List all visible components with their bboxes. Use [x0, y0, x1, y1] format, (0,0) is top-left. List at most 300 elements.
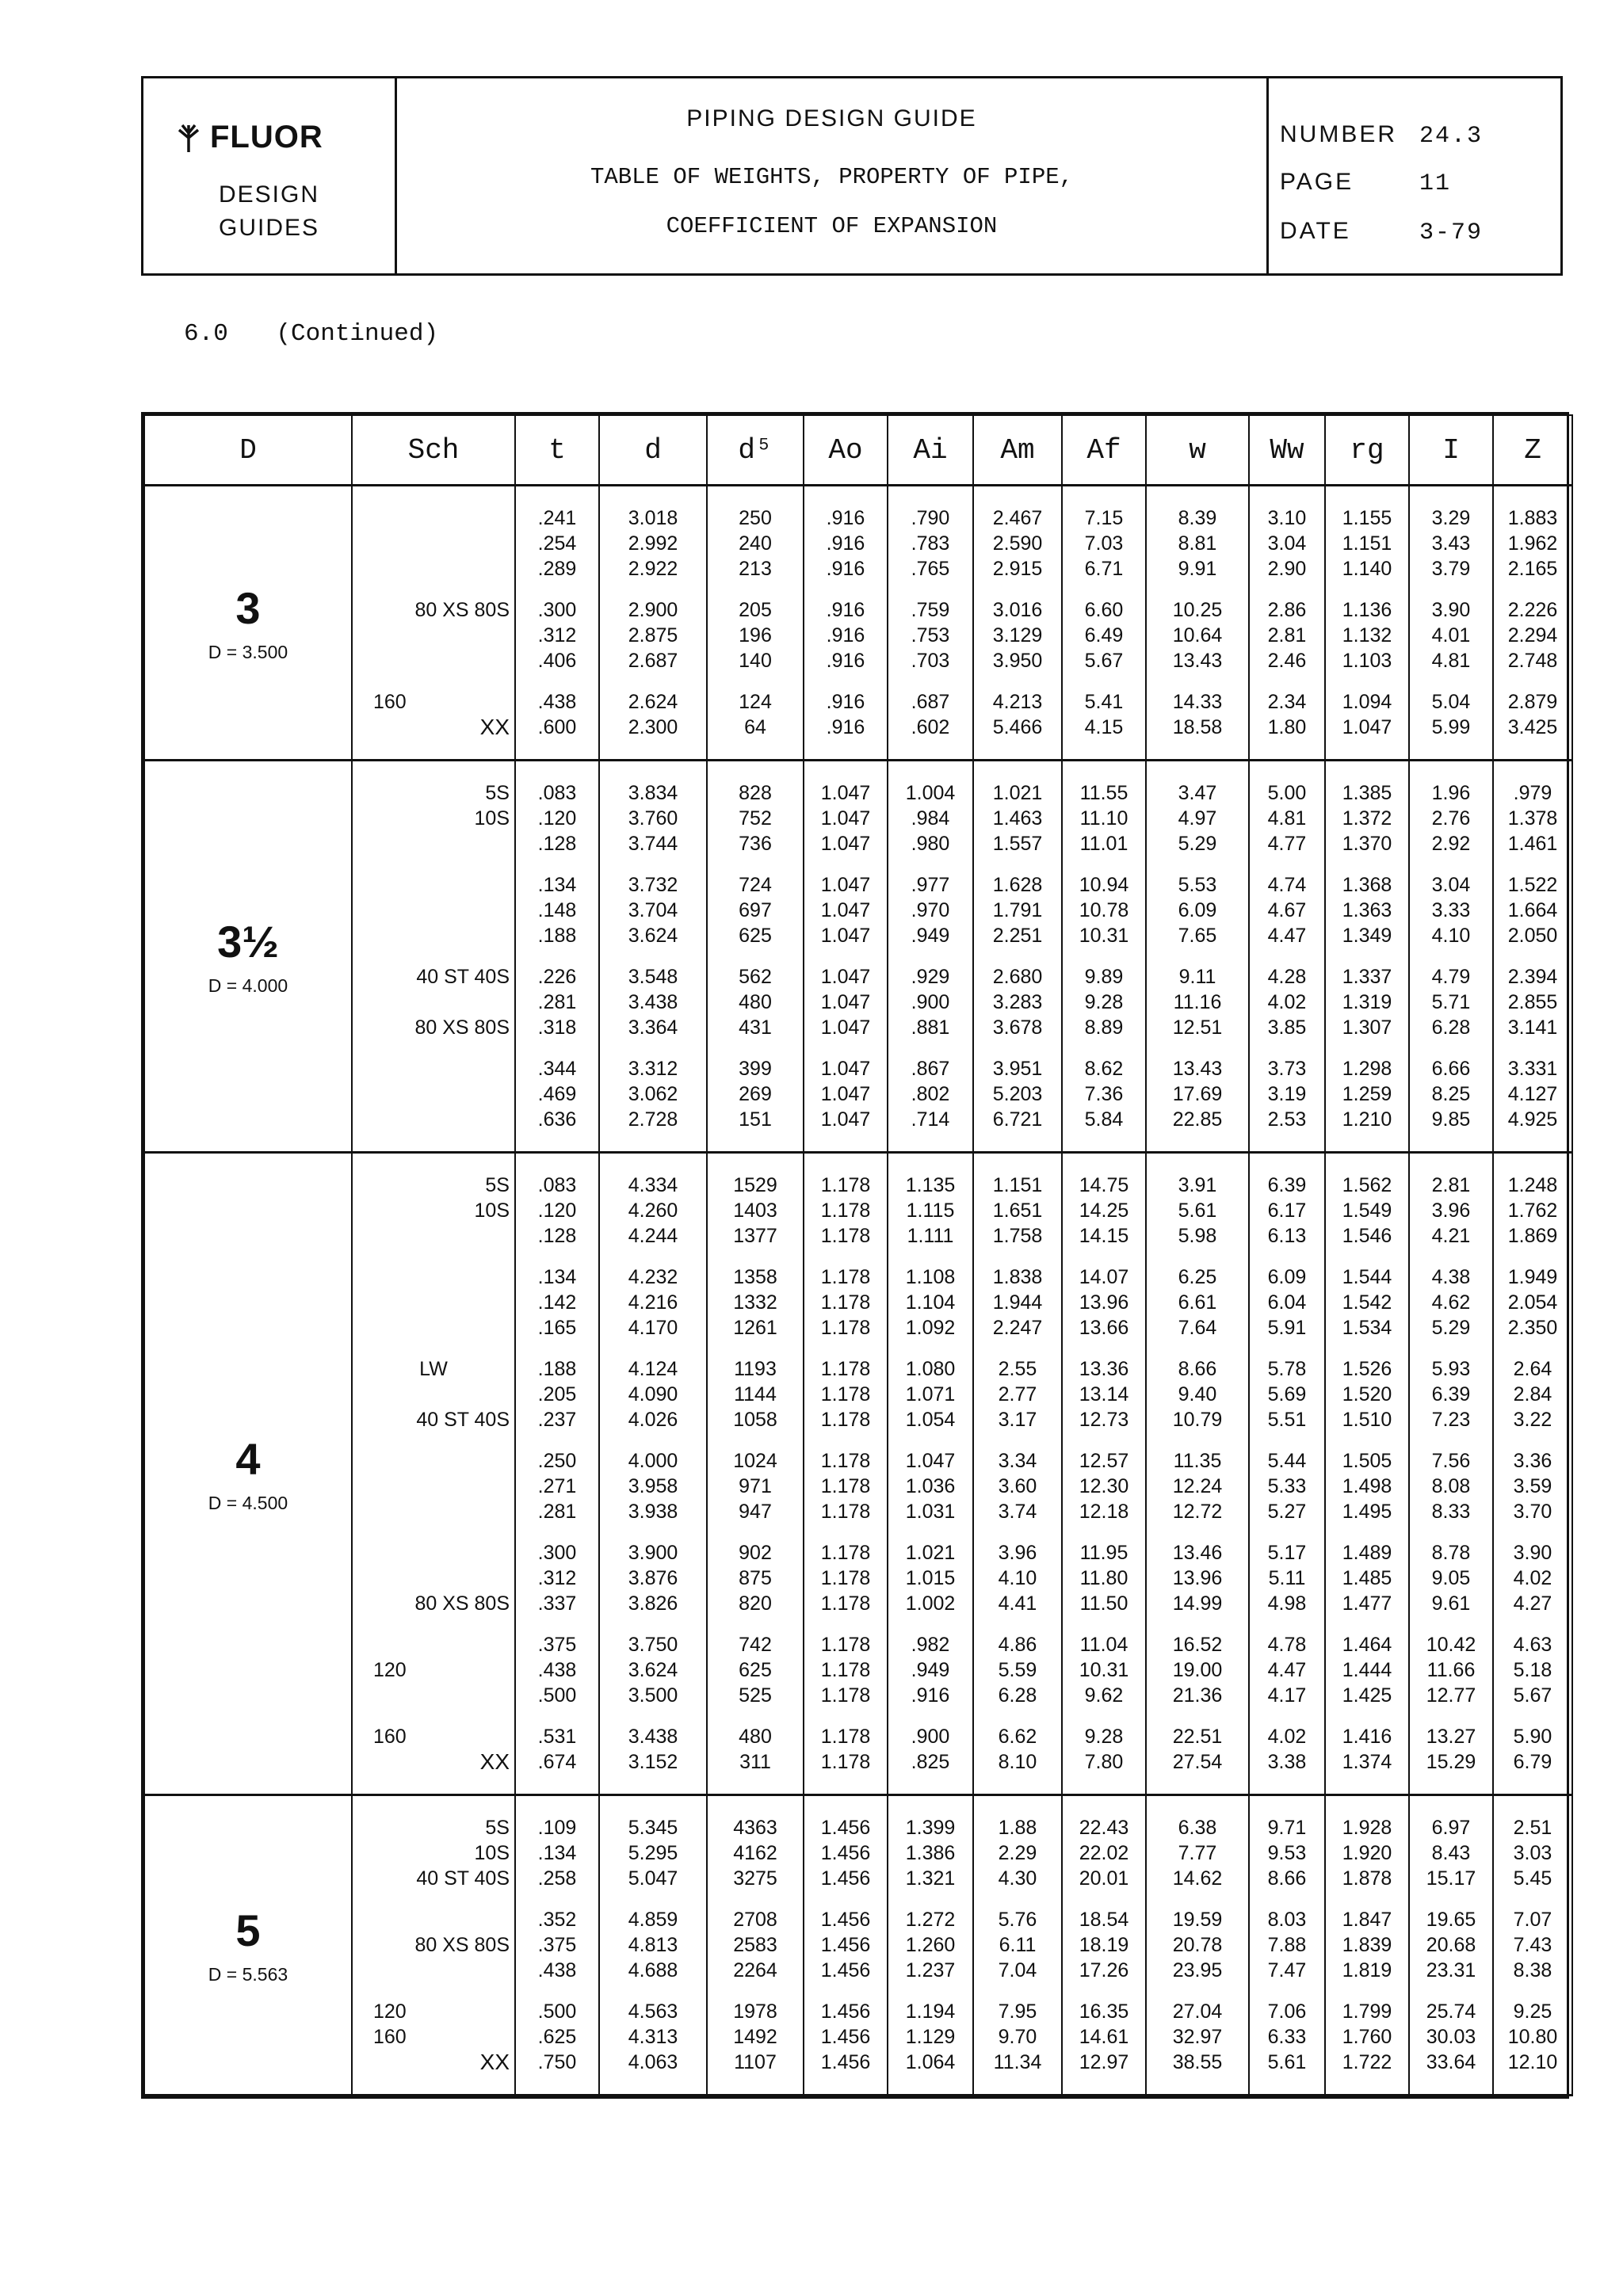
table-cell-value: 2.294 — [1507, 624, 1558, 646]
value-column-I — [1409, 1153, 1493, 1795]
table-cell-value: 3.96 — [998, 1542, 1037, 1564]
table-cell-value: 12.30 — [1079, 1475, 1129, 1497]
table-cell-value: 1.399 — [905, 1817, 956, 1839]
schedule-label: XX — [479, 1749, 510, 1774]
table-cell-value: .982 — [911, 1634, 950, 1656]
table-cell-value: 1.178 — [820, 1501, 871, 1523]
table-cell-value: 2.915 — [992, 558, 1043, 580]
table-cell-value: 1.031 — [905, 1501, 956, 1523]
column-header: I — [1409, 415, 1493, 486]
table-cell-value: 2.46 — [1267, 650, 1307, 672]
table-cell-value: 3.938 — [628, 1501, 678, 1523]
table-cell-value: 2.251 — [992, 925, 1043, 947]
table-cell-value: 27.04 — [1172, 2000, 1223, 2023]
table-cell-value: 1332 — [733, 1291, 777, 1314]
table-cell-value: 3.438 — [628, 1726, 678, 1748]
table-cell-value: 7.80 — [1084, 1751, 1124, 1773]
document-header — [141, 76, 1563, 276]
table-cell-value: 1.108 — [905, 1266, 956, 1288]
table-cell-value: 4.67 — [1267, 899, 1307, 921]
table-cell-value: 8.33 — [1431, 1501, 1471, 1523]
table-cell-value: 1.416 — [1342, 1726, 1392, 1748]
table-cell-value: 6.28 — [1431, 1016, 1471, 1039]
value-column-w — [1146, 1153, 1249, 1795]
table-cell-value: 2.90 — [1267, 558, 1307, 580]
table-cell-value: 2.77 — [998, 1383, 1037, 1405]
value-column-Af — [1062, 1153, 1146, 1795]
table-cell-value: 4.77 — [1267, 833, 1307, 855]
table-cell-value: 1144 — [734, 1383, 777, 1405]
table-cell-value: 22.85 — [1172, 1108, 1223, 1131]
table-cell-value: 5.00 — [1267, 782, 1307, 804]
table-cell-value: 1.505 — [1342, 1450, 1392, 1472]
table-cell-value: .438 — [537, 1659, 577, 1681]
table-cell-value: 752 — [739, 807, 772, 830]
table-cell-value: 4.026 — [628, 1409, 678, 1431]
schedule-cell — [352, 761, 515, 1153]
table-cell-value: 1.456 — [820, 1959, 871, 1981]
table-cell-value: 13.27 — [1426, 1726, 1476, 1748]
table-cell-value: 4.47 — [1267, 925, 1307, 947]
table-cell-value: 7.88 — [1267, 1934, 1307, 1956]
table-cell-value: 7.06 — [1267, 2000, 1307, 2023]
schedule-label: 120 — [373, 1659, 407, 1681]
table-cell-value: .188 — [537, 1358, 577, 1380]
table-cell-value: 3.47 — [1178, 782, 1217, 804]
value-column-Am — [973, 486, 1062, 761]
table-cell-value: 5.90 — [1513, 1726, 1552, 1748]
table-cell-value: 4.28 — [1267, 966, 1307, 988]
table-cell-value: 4.63 — [1513, 1634, 1552, 1656]
value-column-Ao — [804, 1153, 888, 1795]
table-cell-value: 4.17 — [1267, 1684, 1307, 1707]
table-cell-value: 11.50 — [1079, 1592, 1128, 1615]
table-cell-value: 2.875 — [628, 624, 678, 646]
table-cell-value: 3.33 — [1431, 899, 1471, 921]
table-cell-value: 12.57 — [1079, 1450, 1129, 1472]
table-cell-value: 1.920 — [1342, 1842, 1392, 1864]
table-cell-value: 2.55 — [998, 1358, 1037, 1380]
table-cell-value: 742 — [739, 1634, 772, 1656]
table-cell-value: 1.178 — [820, 1567, 871, 1589]
section-note: (Continued) — [276, 320, 439, 348]
table-cell-value: 6.25 — [1178, 1266, 1217, 1288]
table-cell-value: 1978 — [733, 2000, 777, 2023]
table-cell-value: .120 — [537, 807, 577, 830]
table-cell-value: 875 — [739, 1567, 772, 1589]
table-cell-value: 3.90 — [1513, 1542, 1552, 1564]
table-cell-value: .900 — [911, 1726, 950, 1748]
schedule-label: 160 — [373, 1726, 407, 1748]
table-cell-value: 1.477 — [1342, 1592, 1392, 1615]
table-cell-value: 8.81 — [1178, 532, 1217, 555]
table-cell-value: 4.090 — [628, 1383, 678, 1405]
table-cell-value: .134 — [537, 1842, 577, 1864]
table-cell-value: 3.760 — [628, 807, 678, 830]
table-cell-value: 9.62 — [1084, 1684, 1124, 1707]
guide-subtitle-2: COEFFICIENT OF EXPANSION — [666, 213, 998, 239]
table-cell-value: 16.52 — [1172, 1634, 1223, 1656]
table-cell-value: 5.41 — [1084, 691, 1124, 713]
table-cell-value: 1.178 — [820, 1409, 871, 1431]
table-cell-value: 1.260 — [905, 1934, 956, 1956]
table-cell-value: 3.312 — [628, 1058, 678, 1080]
table-cell-value: 399 — [739, 1058, 772, 1080]
table-cell-value: 8.38 — [1513, 1959, 1552, 1981]
table-cell-value: 1.047 — [820, 1058, 871, 1080]
schedule-label: 80 XS 80S — [414, 1934, 510, 1956]
table-cell-value: 13.14 — [1079, 1383, 1129, 1405]
table-cell-value: 14.75 — [1079, 1174, 1129, 1196]
value-column-Ao — [804, 1795, 888, 2096]
nominal-size-cell — [144, 761, 352, 1153]
table-cell-value: 1.140 — [1342, 558, 1392, 580]
table-cell-value: .753 — [911, 624, 950, 646]
table-cell-value: 2.300 — [628, 716, 678, 738]
table-cell-value: 5.98 — [1178, 1225, 1217, 1247]
table-cell-value: 7.07 — [1513, 1909, 1552, 1931]
table-cell-value: 6.66 — [1431, 1058, 1471, 1080]
table-cell-value: 1.878 — [1342, 1867, 1392, 1890]
table-cell-value: 820 — [739, 1592, 772, 1615]
table-cell-value: 3.732 — [628, 874, 678, 896]
table-cell-value: .949 — [911, 1659, 950, 1681]
table-cell-value: 3.29 — [1431, 507, 1471, 529]
table-cell-value: .148 — [537, 899, 577, 921]
table-cell-value: .237 — [537, 1409, 577, 1431]
design-guides-line-2: GUIDES — [218, 215, 320, 241]
table-cell-value: 1.132 — [1342, 624, 1392, 646]
schedule-label: 10S — [474, 1842, 510, 1864]
table-cell-value: 3.59 — [1513, 1475, 1552, 1497]
table-cell-value: 12.72 — [1172, 1501, 1223, 1523]
table-cell-value: 3.74 — [998, 1501, 1037, 1523]
table-cell-value: 4.79 — [1431, 966, 1471, 988]
value-column-w — [1146, 486, 1249, 761]
logo-cell — [143, 78, 397, 273]
table-cell-value: 8.39 — [1178, 507, 1217, 529]
nominal-size: 4 — [235, 1434, 261, 1484]
table-cell-value: 5.71 — [1431, 991, 1471, 1013]
table-cell-value: .825 — [911, 1751, 950, 1773]
table-cell-value: 1.178 — [820, 1726, 871, 1748]
table-cell-value: 5.76 — [998, 1909, 1037, 1931]
table-cell-value: 4.313 — [628, 2026, 678, 2048]
table-cell-value: 1.178 — [820, 1199, 871, 1222]
table-cell-value: .929 — [911, 966, 950, 988]
value-column-Ww — [1249, 1153, 1325, 1795]
column-header: Am — [973, 415, 1062, 486]
table-cell-value: 1.178 — [820, 1592, 871, 1615]
table-cell-value: 736 — [739, 833, 772, 855]
size-block-row — [144, 1795, 1572, 2096]
table-cell-value: 3.85 — [1267, 1016, 1307, 1039]
table-cell-value: 2.748 — [1507, 650, 1558, 672]
table-cell-value: 11.95 — [1079, 1542, 1128, 1564]
value-column-d — [599, 761, 707, 1153]
table-cell-value: 7.03 — [1084, 532, 1124, 555]
table-cell-value: 2.054 — [1507, 1291, 1558, 1314]
table-cell-value: 10.31 — [1079, 925, 1129, 947]
column-header: d⁵ — [707, 415, 804, 486]
column-header: rg — [1325, 415, 1409, 486]
table-cell-value: 2.51 — [1513, 1817, 1552, 1839]
table-cell-value: 4.10 — [998, 1567, 1037, 1589]
table-cell-value: 3.958 — [628, 1475, 678, 1497]
value-column-Am — [973, 1153, 1062, 1795]
table-cell-value: 1.021 — [905, 1542, 956, 1564]
table-cell-value: 1.349 — [1342, 925, 1392, 947]
table-cell-value: 4.216 — [628, 1291, 678, 1314]
table-cell-value: .344 — [537, 1058, 577, 1080]
table-cell-value: 5.67 — [1084, 650, 1124, 672]
table-cell-value: 1.047 — [820, 925, 871, 947]
table-cell-value: 8.10 — [998, 1751, 1037, 1773]
table-cell-value: 1.178 — [820, 1225, 871, 1247]
table-cell-value: 1.047 — [820, 807, 871, 830]
table-cell-value: 20.78 — [1172, 1934, 1223, 1956]
table-cell-value: .254 — [537, 532, 577, 555]
table-cell-value: 4.21 — [1431, 1225, 1471, 1247]
table-cell-value: 902 — [739, 1542, 772, 1564]
outside-diameter: D = 4.000 — [208, 975, 288, 996]
page-value: 11 — [1419, 170, 1452, 197]
table-cell-value: 4.78 — [1267, 1634, 1307, 1656]
schedule-label: 40 ST 40S — [416, 1409, 510, 1431]
table-cell-value: 7.77 — [1178, 1842, 1217, 1864]
table-cell-value: 1.272 — [905, 1909, 956, 1931]
table-cell-value: 1.370 — [1342, 833, 1392, 855]
table-cell-value: .970 — [911, 899, 950, 921]
table-cell-value: 1.839 — [1342, 1934, 1392, 1956]
table-cell-value: 4.813 — [628, 1934, 678, 1956]
table-cell-value: 7.64 — [1178, 1317, 1217, 1339]
table-cell-value: 8.66 — [1178, 1358, 1217, 1380]
table-cell-value: .205 — [537, 1383, 577, 1405]
table-cell-value: 3.70 — [1513, 1501, 1552, 1523]
table-cell-value: 5.27 — [1267, 1501, 1307, 1523]
table-cell-value: 9.28 — [1084, 1726, 1124, 1748]
table-cell-value: 5.51 — [1267, 1409, 1307, 1431]
table-cell-value: 6.97 — [1431, 1817, 1471, 1839]
table-cell-value: 6.28 — [998, 1684, 1037, 1707]
table-cell-value: 1.425 — [1342, 1684, 1392, 1707]
outside-diameter: D = 5.563 — [208, 1964, 288, 1985]
date-value: 3-79 — [1419, 219, 1484, 246]
table-cell-value: .916 — [826, 624, 865, 646]
table-cell-value: 4.000 — [628, 1450, 678, 1472]
table-cell-value: .352 — [537, 1909, 577, 1931]
table-cell-value: 4.15 — [1084, 716, 1124, 738]
table-cell-value: 3.04 — [1431, 874, 1471, 896]
table-cell-value: 1.178 — [820, 1317, 871, 1339]
table-cell-value: 2.992 — [628, 532, 678, 555]
table-cell-value: 1.047 — [820, 899, 871, 921]
table-cell-value: 213 — [739, 558, 772, 580]
table-cell-value: .375 — [537, 1934, 577, 1956]
table-cell-value: 2.680 — [992, 966, 1043, 988]
table-cell-value: 16.35 — [1079, 2000, 1129, 2023]
table-cell-value: .438 — [537, 1959, 577, 1981]
table-cell-value: 22.51 — [1172, 1726, 1223, 1748]
table-cell-value: 1.463 — [992, 807, 1043, 830]
table-cell-value: .600 — [537, 716, 577, 738]
table-cell-value: 5.345 — [628, 1817, 678, 1839]
table-cell-value: 1.178 — [820, 1358, 871, 1380]
table-cell-value: 140 — [739, 650, 772, 672]
table-cell-value: 1.178 — [820, 1634, 871, 1656]
table-cell-value: 3.548 — [628, 966, 678, 988]
table-cell-value: 6.33 — [1267, 2026, 1307, 2048]
table-cell-value: 9.91 — [1178, 558, 1217, 580]
table-cell-value: 32.97 — [1172, 2026, 1223, 2048]
table-cell-value: 4.244 — [628, 1225, 678, 1247]
table-cell-value: 18.19 — [1079, 1934, 1129, 1956]
table-body — [144, 486, 1572, 2096]
table-cell-value: .142 — [537, 1291, 577, 1314]
table-cell-value: 1.838 — [992, 1266, 1043, 1288]
table-cell-value: 11.80 — [1079, 1567, 1128, 1589]
table-cell-value: .128 — [537, 833, 577, 855]
table-cell-value: 1.456 — [820, 2026, 871, 2048]
value-column-Ai — [888, 761, 973, 1153]
table-cell-value: 828 — [739, 782, 772, 804]
table-cell-value: 9.05 — [1431, 1567, 1471, 1589]
table-cell-value: 1.248 — [1507, 1174, 1558, 1196]
table-cell-value: 13.96 — [1079, 1291, 1129, 1314]
table-cell-value: 2.29 — [998, 1842, 1037, 1864]
table-cell-value: 1.372 — [1342, 807, 1392, 830]
table-cell-value: 7.43 — [1513, 1934, 1552, 1956]
schedule-label: 80 XS 80S — [414, 1592, 510, 1615]
table-cell-value: 1.178 — [820, 1450, 871, 1472]
table-cell-value: 1.178 — [820, 1684, 871, 1707]
table-cell-value: 5.45 — [1513, 1867, 1552, 1890]
table-cell-value: 6.60 — [1084, 599, 1124, 621]
table-cell-value: 4.688 — [628, 1959, 678, 1981]
table-cell-value: 1.135 — [905, 1174, 956, 1196]
table-cell-value: 1.799 — [1342, 2000, 1392, 2023]
table-cell-value: 2.247 — [992, 1317, 1043, 1339]
table-cell-value: 3.678 — [992, 1016, 1043, 1039]
table-cell-value: 431 — [739, 1016, 772, 1039]
table-cell-value: 6.79 — [1513, 1751, 1552, 1773]
table-cell-value: 5.59 — [998, 1659, 1037, 1681]
schedule-label: 5S — [485, 1174, 510, 1196]
table-cell-value: 3.129 — [992, 624, 1043, 646]
table-cell-value: 1.456 — [820, 1909, 871, 1931]
table-cell-value: 18.58 — [1172, 716, 1223, 738]
table-cell-value: 3.950 — [992, 650, 1043, 672]
table-cell-value: 5.61 — [1178, 1199, 1217, 1222]
table-cell-value: 1.298 — [1342, 1058, 1392, 1080]
table-cell-value: 7.95 — [998, 2000, 1037, 2023]
table-cell-value: 4.97 — [1178, 807, 1217, 830]
table-cell-value: 8.66 — [1267, 1867, 1307, 1890]
table-cell-value: 4.925 — [1507, 1108, 1558, 1131]
table-cell-value: 480 — [739, 991, 772, 1013]
table-cell-value: 13.96 — [1172, 1567, 1223, 1589]
table-cell-value: .881 — [911, 1016, 950, 1039]
table-cell-value: 1.021 — [992, 782, 1043, 804]
table-cell-value: 1377 — [733, 1225, 777, 1247]
table-cell-value: 1.259 — [1342, 1083, 1392, 1105]
column-header: t — [515, 415, 599, 486]
table-cell-value: 14.62 — [1172, 1867, 1223, 1890]
table-cell-value: 1.758 — [992, 1225, 1043, 1247]
table-cell-value: 1.080 — [905, 1358, 956, 1380]
table-cell-value: 4.81 — [1267, 807, 1307, 830]
table-cell-value: 9.28 — [1084, 991, 1124, 1013]
table-cell-value: 2.226 — [1507, 599, 1558, 621]
table-cell-value: .916 — [826, 599, 865, 621]
table-cell-value: 9.89 — [1084, 966, 1124, 988]
table-cell-value: 7.15 — [1084, 507, 1124, 529]
nominal-size: 3½ — [217, 917, 279, 967]
table-cell-value: 4.02 — [1513, 1567, 1552, 1589]
table-cell-value: .916 — [826, 532, 865, 555]
table-cell-value: 1358 — [733, 1266, 777, 1288]
table-cell-value: 5.69 — [1267, 1383, 1307, 1405]
table-cell-value: 1.456 — [820, 1867, 871, 1890]
table-cell-value: 1.526 — [1342, 1358, 1392, 1380]
table-cell-value: .271 — [537, 1475, 577, 1497]
table-cell-value: 12.51 — [1172, 1016, 1223, 1039]
table-cell-value: 30.03 — [1426, 2026, 1476, 2048]
table-cell-value: 1.047 — [820, 1108, 871, 1131]
table-cell-value: 22.02 — [1079, 1842, 1129, 1864]
table-cell-value: 3.876 — [628, 1567, 678, 1589]
table-cell-value: 2.76 — [1431, 807, 1471, 830]
table-cell-value: 64 — [744, 716, 766, 738]
table-cell-value: 5.04 — [1431, 691, 1471, 713]
schedule-label: 120 — [373, 2000, 407, 2023]
table-cell-value: .134 — [537, 874, 577, 896]
table-cell-value: 3.04 — [1267, 532, 1307, 555]
table-cell-value: 15.29 — [1426, 1751, 1476, 1773]
table-cell-value: .979 — [1513, 782, 1552, 804]
table-cell-value: 1.928 — [1342, 1817, 1392, 1839]
value-column-Am — [973, 1795, 1062, 2096]
value-column-Ai — [888, 1153, 973, 1795]
table-cell-value: 5.18 — [1513, 1659, 1552, 1681]
value-column-t — [515, 1795, 599, 2096]
table-cell-value: 1.151 — [1342, 532, 1392, 555]
table-cell-value: 1.444 — [1342, 1659, 1392, 1681]
table-cell-value: 1.319 — [1342, 991, 1392, 1013]
table-cell-value: 480 — [739, 1726, 772, 1748]
table-cell-value: 3.96 — [1431, 1199, 1471, 1222]
table-cell-value: 1.549 — [1342, 1199, 1392, 1222]
table-cell-value: 5.67 — [1513, 1684, 1552, 1707]
schedule-label: 160 — [373, 691, 407, 713]
table-cell-value: 2.81 — [1267, 624, 1307, 646]
table-cell-value: 5.295 — [628, 1842, 678, 1864]
table-cell-value: .783 — [911, 532, 950, 555]
table-cell-value: 3.016 — [992, 599, 1043, 621]
table-cell-value: 2.86 — [1267, 599, 1307, 621]
table-cell-value: 1.071 — [905, 1383, 956, 1405]
table-cell-value: 1.847 — [1342, 1909, 1392, 1931]
title-cell — [397, 78, 1269, 273]
table-cell-value: 12.97 — [1079, 2051, 1129, 2073]
table-cell-value: .984 — [911, 807, 950, 830]
table-cell-value: .916 — [911, 1684, 950, 1707]
table-cell-value: 1.456 — [820, 1842, 871, 1864]
table-cell-value: 3.331 — [1507, 1058, 1558, 1080]
value-column-I — [1409, 761, 1493, 1153]
table-cell-value: 5.33 — [1267, 1475, 1307, 1497]
